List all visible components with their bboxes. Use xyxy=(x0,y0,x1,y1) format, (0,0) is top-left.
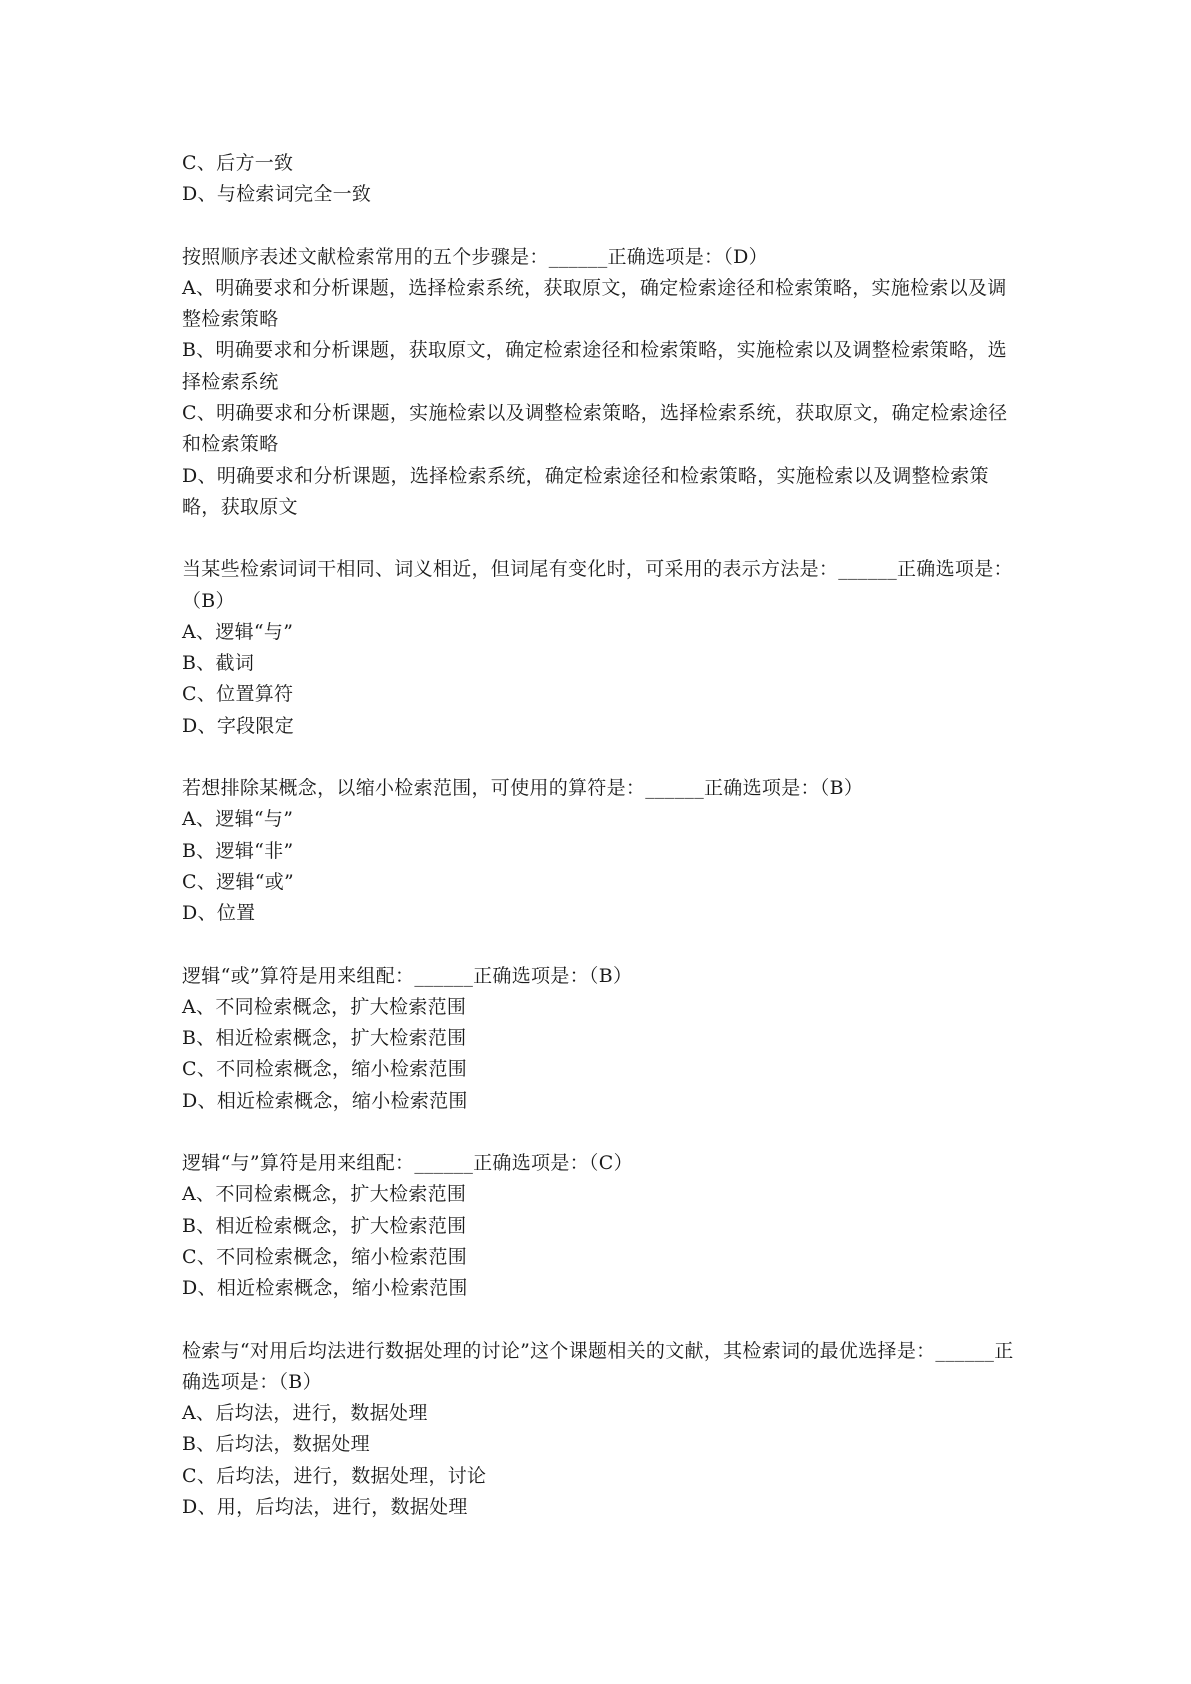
option-c: C、不同检索概念，缩小检索范围 xyxy=(182,1058,468,1081)
document-body xyxy=(182,148,1022,1523)
option-b: B、逻辑“非” xyxy=(182,839,294,862)
option-d: D、明确要求和分析课题，选择检索系统，确定检索途径和检索策略，实施检索以及调整检索策略，获取原文 xyxy=(182,464,989,518)
question-block-5 xyxy=(182,1148,1022,1304)
option-b: B、相近检索概念，扩大检索范围 xyxy=(182,1214,467,1237)
option-d: D、用，后均法，进行，数据处理 xyxy=(182,1495,468,1518)
option-c: C、不同检索概念，缩小检索范围 xyxy=(182,1245,468,1268)
option-a: A、明确要求和分析课题，选择检索系统，获取原文，确定检索途径和检索策略，实施检索以及调整检索策略 xyxy=(182,276,1007,331)
option-c: C、明确要求和分析课题，实施检索以及调整检索策略，选择检索系统，获取原文，确定检索途径和检索策略 xyxy=(182,402,1008,456)
question-text: 检索与“对用后均法进行数据处理的讨论”这个课题相关的文献，其检索词的最优选择是：______正确选项是：（B） xyxy=(182,1339,1014,1393)
option-b: B、截词 xyxy=(182,652,255,675)
option-c: C、逻辑“或” xyxy=(182,870,295,893)
option-a: A、逻辑“与” xyxy=(182,808,294,831)
option-c: C、后方一致 xyxy=(182,152,294,174)
question-text: 按照顺序表述文献检索常用的五个步骤是：______正确选项是：（D） xyxy=(182,245,768,268)
option-b: B、明确要求和分析课题，获取原文，确定检索途径和检索策略，实施检索以及调整检索策略，选择检索系统 xyxy=(182,339,1007,393)
option-a: A、不同检索概念，扩大检索范围 xyxy=(182,1183,467,1206)
question-text: 逻辑“或”算符是用来组配：______正确选项是：（B） xyxy=(182,964,633,987)
option-d: D、字段限定 xyxy=(182,714,295,737)
question-text: 当某些检索词词干相同、词义相近，但词尾有变化时，可采用的表示方法是：______正确选项是：（B） xyxy=(182,558,1013,612)
question-block-0 xyxy=(182,148,1022,211)
option-c: C、后均法，进行，数据处理，讨论 xyxy=(182,1464,487,1487)
question-block-3 xyxy=(182,773,1022,929)
option-b: B、后均法，数据处理 xyxy=(182,1433,370,1456)
question-block-1 xyxy=(182,242,1022,524)
option-d: D、位置 xyxy=(182,902,256,925)
question-block-6 xyxy=(182,1336,1022,1524)
option-d: D、与检索词完全一致 xyxy=(182,183,372,206)
question-block-2 xyxy=(182,554,1022,742)
question-text: 逻辑“与”算符是用来组配：______正确选项是：（C） xyxy=(182,1152,633,1175)
option-a: A、不同检索概念，扩大检索范围 xyxy=(182,995,467,1018)
option-d: D、相近检索概念，缩小检索范围 xyxy=(182,1089,468,1112)
question-block-4 xyxy=(182,961,1022,1117)
option-d: D、相近检索概念，缩小检索范围 xyxy=(182,1277,468,1300)
option-a: A、后均法，进行，数据处理 xyxy=(182,1402,428,1425)
question-text: 若想排除某概念，以缩小检索范围，可使用的算符是：______正确选项是：（B） xyxy=(182,777,864,800)
option-a: A、逻辑“与” xyxy=(182,620,294,643)
option-b: B、相近检索概念，扩大检索范围 xyxy=(182,1027,467,1050)
option-c: C、位置算符 xyxy=(182,683,294,706)
